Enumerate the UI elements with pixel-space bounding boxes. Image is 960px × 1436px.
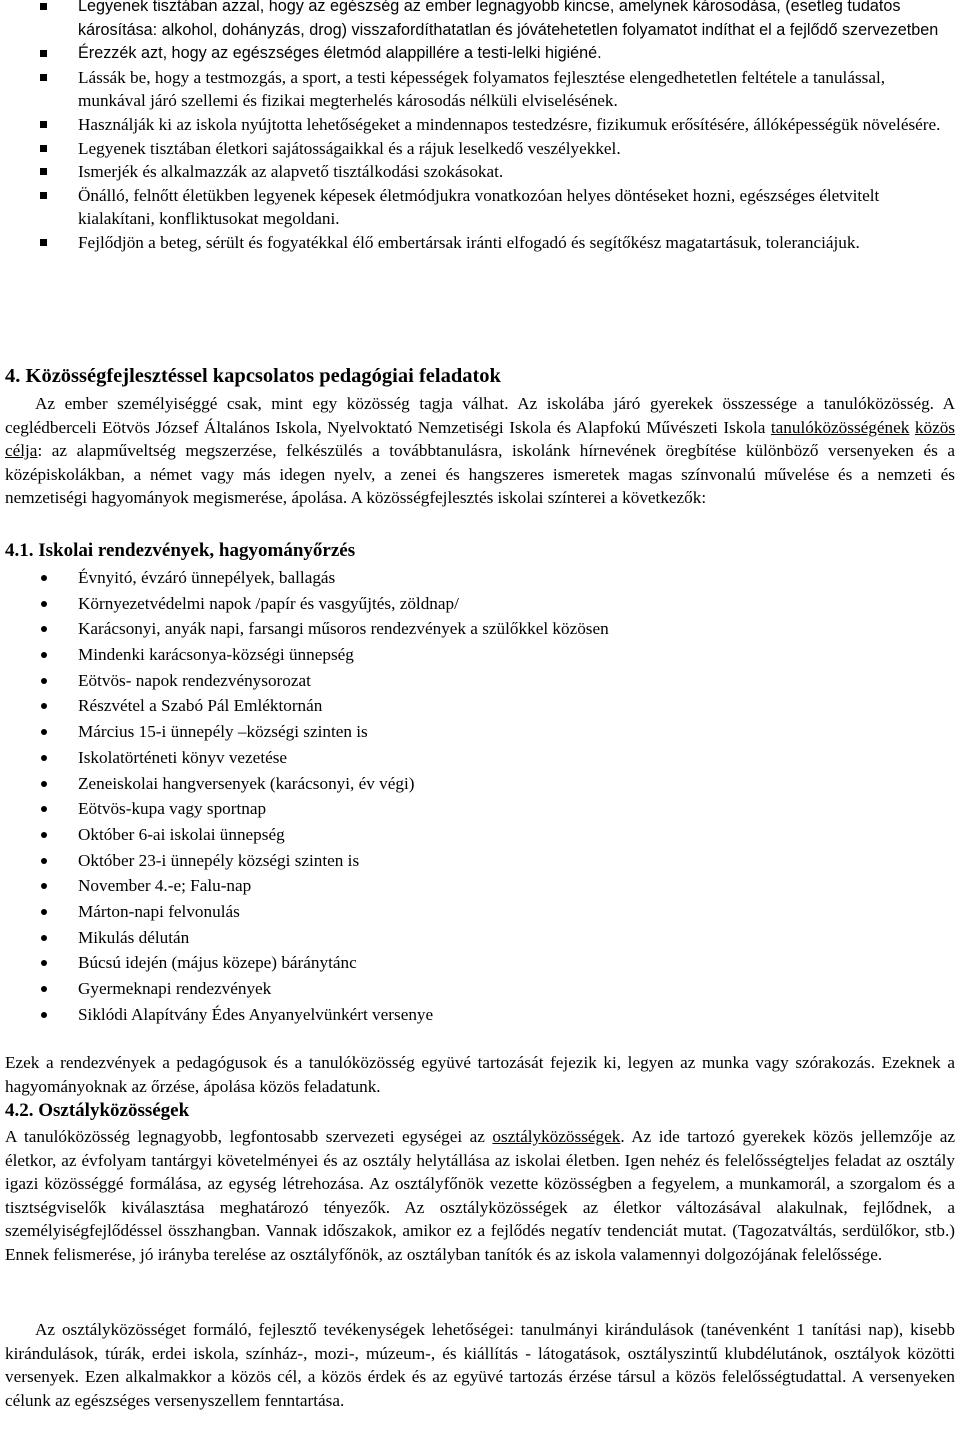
list-item: Érezzék azt, hogy az egészséges életmód alappillére a testi-lelki higiéné.: [40, 42, 954, 66]
list-item: November 4.-e; Falu-nap: [40, 873, 940, 899]
list-item: Eötvös-kupa vagy sportnap: [40, 796, 940, 822]
underlined-term: közös: [914, 417, 955, 437]
section-4-2-paragraph-1: [5, 1125, 955, 1267]
events-summary-paragraph: Ezek a rendezvények a pedagógusok és a tanulóközösség együvé tartozását fejezik ki, legyen az munka vagy szórakozás. Ezeknek a hagyományoknak az őrzése, ápolása közös feladatunk.: [5, 1053, 955, 1096]
text-span: . Az ide tartozó gyerekek közös jellemzője az életkor, az évfolyam tantárgyi követelményei és az osztály helytállása az iskolai életben. Igen nehéz és felelősségteljes feladat az osztály igazi közösséggé formálása, az egység létrehozása. Az osztályfőnök vezette közösségben a fegyelem, a munkamorál, a szorgalom és a tisztségviselők kiválasztása meghatározó tényezők. Az osztályközösségek az életkor változásával alakulnak, fejlődnek, a személyiségfejlődéssel összhangban. Vannak időszakok, amikor ez a fejlődés negatív tendenciát mutat. (Tagozatváltás, serdülőkor, stb.) Ennek felismerése, jó irányba terelése az osztályfőnök, az osztályban tanítók és az iskola valamennyi dolgozójának felelőssége.: [5, 1127, 955, 1264]
list-item: Használják ki az iskola nyújtotta lehetőségeket a mindennapos testedzésre, fizikumuk erősítésére, állóképességük növelésére.: [40, 113, 954, 137]
list-item: Ismerjék és alkalmazzák az alapvető tisztálkodási szokásokat.: [40, 160, 954, 184]
list-item: Mikulás délután: [40, 925, 940, 951]
list-item: Eötvös- napok rendezvénysorozat: [40, 668, 940, 694]
list-item: Lássák be, hogy a testmozgás, a sport, a testi képességek folyamatos fejlesztése elengedhetetlen feltétele a tanulással, munkával járó szellemi és fizikai megterhelés károsodás nélküli elviselésének.: [40, 66, 954, 113]
section-4-2-paragraph-2: Az osztályközösséget formáló, fejlesztő tevékenységek lehetőségei: tanulmányi kirándulások (tanévenként 1 tanítási nap), kisebb kirándulások, túrák, erdei iskola, színház-, mozi-, múzeum-, és kiállítás - látogatások, osztályszintű klubdélutánok, osztályok közötti versenyek. Ezen alkalmakkor a közös cél, a közös érdek és az együvé tartozás érzése társul a közös felelősségtudattal. A versenyeken célunk az egészséges versenyszellem fenntartása.: [5, 1320, 955, 1410]
list-item: Október 23-i ünnepély községi szinten is: [40, 848, 940, 874]
section-4-2-heading: 4.2. Osztályközösségek: [5, 1100, 190, 1121]
list-item: Siklódi Alapítvány Édes Anyanyelvünkért versenye: [40, 1002, 940, 1028]
list-item: Karácsonyi, anyák napi, farsangi műsoros rendezvények a szülőkkel közösen: [40, 616, 940, 642]
underlined-term: osztályközösségek: [492, 1127, 621, 1146]
list-item: Legyenek tisztában azzal, hogy az egészség az ember legnagyobb kincse, amelynek károsodása, (esetleg tudatos károsítása: alkohol, dohányzás, drog) visszafordíthatatlan és jóvátehetetlen folyamatot indíthat el a fejlődő szervezetben: [40, 0, 954, 42]
section-4-1-heading: 4.1. Iskolai rendezvények, hagyományőrzés: [5, 540, 356, 561]
list-item: Legyenek tisztában életkori sajátosságaikkal és a rájuk leselkedő veszélyekkel.: [40, 137, 954, 161]
list-item: Búcsú idején (május közepe) báránytánc: [40, 950, 940, 976]
list-item: Mindenki karácsonya-községi ünnepség: [40, 642, 940, 668]
list-item: Október 6-ai iskolai ünnepség: [40, 822, 940, 848]
section-4-paragraph: [5, 392, 955, 510]
list-item: Fejlődjön a beteg, sérült és fogyatékkal élő embertársak iránti elfogadó és segítőkész magatartásuk, toleranciájuk.: [40, 231, 954, 255]
underlined-term: célja: [5, 441, 38, 461]
text-span: A tanulóközösség legnagyobb, legfontosabb szervezeti egységei az: [5, 1127, 493, 1146]
list-item: Március 15-i ünnepély –községi szinten is: [40, 719, 940, 745]
underlined-term: tanulóközösségének: [770, 417, 910, 437]
list-item: Évnyitó, évzáró ünnepélyek, ballagás: [40, 565, 940, 591]
list-item: Környezetvédelmi napok /papír és vasgyűjtés, zöldnap/: [40, 591, 940, 617]
health-goals-list: [40, 0, 954, 255]
text-span: Az ember személyiséggé csak, mint egy közösség tagja válhat. Az iskolába járó gyerekek összessége a tanulóközösség. A ceglédberceli Eötvös József Általános Iskola, Nyelvoktató Nemzetiségi Iskola és Alapfokú Művészeti Iskola: [5, 394, 955, 437]
list-item: Iskolatörténeti könyv vezetése: [40, 745, 940, 771]
list-item: Önálló, felnőtt életükben legyenek képesek életmódjukra vonatkozóan helyes döntéseket hozni, egészséges életvitelt kialakítani, konfliktusokat megoldani.: [40, 184, 954, 231]
list-item: Gyermeknapi rendezvények: [40, 976, 940, 1002]
list-item: Részvétel a Szabó Pál Emléktornán: [40, 693, 940, 719]
section-4-heading: 4. Közösségfejlesztéssel kapcsolatos pedagógiai feladatok: [5, 365, 501, 387]
list-item: Márton-napi felvonulás: [40, 899, 940, 925]
text-span: : az alapműveltség megszerzése, felkészülés a továbbtanulásra, iskolánk hírnevének öregbítése különböző versenyeken és a középiskolákban, a német vagy más idegen nyelv, a zenei és hangszeres ismeretek magas színvonalú művelése és a nemzeti és nemzetiségi hagyományok megismerése, ápolása. A közösségfejlesztés iskolai színterei a következők:: [5, 441, 955, 508]
list-item: Zeneiskolai hangversenyek (karácsonyi, év végi): [40, 771, 940, 797]
events-list: [40, 565, 940, 1027]
